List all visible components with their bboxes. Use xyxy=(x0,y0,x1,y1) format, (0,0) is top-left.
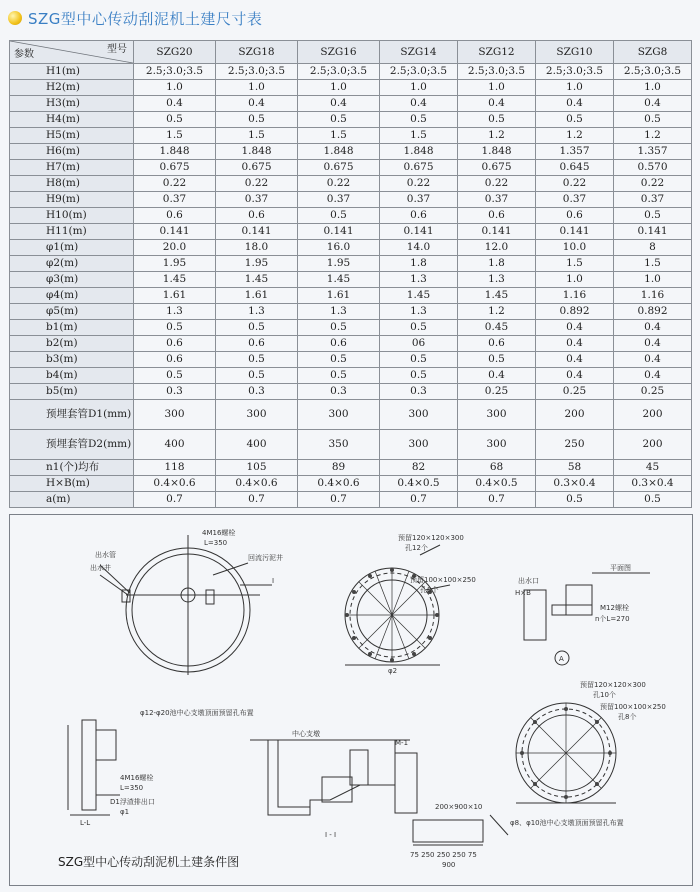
value-cell: 0.45 xyxy=(458,320,536,336)
value-cell: 0.4 xyxy=(380,96,458,112)
table-row xyxy=(10,96,692,112)
value-cell: 1.848 xyxy=(216,144,298,160)
value-cell: 1.45 xyxy=(458,288,536,304)
value-cell: 1.5 xyxy=(134,128,216,144)
value-cell: 0.5 xyxy=(134,320,216,336)
label-hb: H×B xyxy=(515,589,531,597)
value-cell: 0.141 xyxy=(614,224,692,240)
label-center-pier: 中心支墩 xyxy=(292,730,320,738)
label-scum-outlet: D1浮渣排出口 xyxy=(110,798,155,806)
value-cell: 0.5 xyxy=(614,208,692,224)
value-cell: 200 xyxy=(614,400,692,430)
param-cell: b3(m) xyxy=(10,352,134,368)
value-cell: 0.3×0.4 xyxy=(614,476,692,492)
table-row xyxy=(10,288,692,304)
label-m1: M-1 xyxy=(395,739,409,747)
value-cell: 0.6 xyxy=(380,208,458,224)
label-section-mark: I xyxy=(272,577,275,585)
table-row xyxy=(10,430,692,460)
value-cell: 1.2 xyxy=(614,128,692,144)
value-cell: 0.675 xyxy=(216,160,298,176)
spec-table-body xyxy=(10,64,692,508)
label-plan-view: 平面图 xyxy=(610,564,631,572)
value-cell: 0.141 xyxy=(380,224,458,240)
value-cell: 1.95 xyxy=(298,256,380,272)
model-header: SZG8 xyxy=(614,41,692,64)
model-header: SZG10 xyxy=(536,41,614,64)
param-cell: H×B(m) xyxy=(10,476,134,492)
value-cell: 0.37 xyxy=(536,192,614,208)
drawing-panel xyxy=(9,514,693,886)
value-cell: 1.45 xyxy=(298,272,380,288)
value-cell: 1.5 xyxy=(614,256,692,272)
value-cell: 0.3 xyxy=(298,384,380,400)
value-cell: 0.5 xyxy=(380,320,458,336)
value-cell: 1.8 xyxy=(380,256,458,272)
param-cell: H2(m) xyxy=(10,80,134,96)
value-cell: 0.570 xyxy=(614,160,692,176)
header-row xyxy=(10,41,692,64)
value-cell: 0.141 xyxy=(458,224,536,240)
value-cell: 0.141 xyxy=(216,224,298,240)
value-cell: 300 xyxy=(380,430,458,460)
label-reserve2: 预留100×100×250 xyxy=(410,576,476,584)
value-cell: 2.5;3.0;3.5 xyxy=(536,64,614,80)
value-cell: 0.5 xyxy=(380,352,458,368)
table-row xyxy=(10,144,692,160)
value-cell: 0.3 xyxy=(216,384,298,400)
value-cell: 0.4×0.5 xyxy=(380,476,458,492)
value-cell: 0.3×0.4 xyxy=(536,476,614,492)
value-cell: 45 xyxy=(614,460,692,476)
label-bolt-bottom-len: L=350 xyxy=(120,784,144,792)
table-row xyxy=(10,476,692,492)
value-cell: 0.7 xyxy=(380,492,458,508)
param-cell: n1(个)均布 xyxy=(10,460,134,476)
spec-table xyxy=(9,40,692,508)
model-header: SZG18 xyxy=(216,41,298,64)
value-cell: 0.6 xyxy=(134,352,216,368)
value-cell: 250 xyxy=(536,430,614,460)
value-cell: 0.6 xyxy=(458,336,536,352)
value-cell: 2.5;3.0;3.5 xyxy=(458,64,536,80)
value-cell: 1.45 xyxy=(216,272,298,288)
label-ii-mark: I - I xyxy=(325,831,337,839)
model-header: SZG20 xyxy=(134,41,216,64)
value-cell: 300 xyxy=(216,400,298,430)
param-cell: H10(m) xyxy=(10,208,134,224)
value-cell: 18.0 xyxy=(216,240,298,256)
value-cell: 0.4 xyxy=(216,96,298,112)
value-cell: 20.0 xyxy=(134,240,216,256)
table-row xyxy=(10,240,692,256)
label-phi1: φ1 xyxy=(120,808,130,816)
table-row xyxy=(10,128,692,144)
value-cell: 0.675 xyxy=(134,160,216,176)
value-cell: 0.22 xyxy=(458,176,536,192)
param-cell: H7(m) xyxy=(10,160,134,176)
value-cell: 1.3 xyxy=(380,304,458,320)
label-reserve1: 预留120×120×300 xyxy=(398,534,464,542)
value-cell: 1.848 xyxy=(458,144,536,160)
corner-model-label: 型号 xyxy=(107,44,127,55)
param-cell: 预埋套管D2(mm) xyxy=(10,430,134,460)
value-cell: 400 xyxy=(134,430,216,460)
value-cell: 400 xyxy=(216,430,298,460)
value-cell: 1.357 xyxy=(614,144,692,160)
value-cell: 118 xyxy=(134,460,216,476)
value-cell: 1.3 xyxy=(458,272,536,288)
value-cell: 1.0 xyxy=(536,272,614,288)
value-cell: 0.3 xyxy=(380,384,458,400)
label-dims: 200×900×10 xyxy=(435,803,483,811)
value-cell: 300 xyxy=(458,430,536,460)
value-cell: 0.4 xyxy=(536,96,614,112)
value-cell: 0.141 xyxy=(298,224,380,240)
table-row xyxy=(10,224,692,240)
value-cell: 1.61 xyxy=(216,288,298,304)
value-cell: 0.4 xyxy=(536,368,614,384)
value-cell: 1.61 xyxy=(298,288,380,304)
value-cell: 0.5 xyxy=(216,368,298,384)
value-cell: 1.5 xyxy=(536,256,614,272)
value-cell: 0.5 xyxy=(298,208,380,224)
value-cell: 1.0 xyxy=(458,80,536,96)
table-row xyxy=(10,352,692,368)
value-cell: 0.22 xyxy=(134,176,216,192)
table-row xyxy=(10,336,692,352)
value-cell: 68 xyxy=(458,460,536,476)
value-cell: 0.4 xyxy=(536,320,614,336)
value-cell: 1.45 xyxy=(380,288,458,304)
table-row xyxy=(10,80,692,96)
value-cell: 58 xyxy=(536,460,614,476)
label-reserve3-n: 孔10个 xyxy=(593,691,616,699)
value-cell: 0.5 xyxy=(380,112,458,128)
value-cell: 0.5 xyxy=(134,112,216,128)
value-cell: 1.16 xyxy=(536,288,614,304)
value-cell: 0.37 xyxy=(380,192,458,208)
value-cell: 2.5;3.0;3.5 xyxy=(216,64,298,80)
value-cell: 1.95 xyxy=(216,256,298,272)
param-cell: 预埋套管D1(mm) xyxy=(10,400,134,430)
label-reserve2-n: 孔8个 xyxy=(420,586,439,594)
value-cell: 1.5 xyxy=(216,128,298,144)
value-cell: 0.22 xyxy=(216,176,298,192)
param-cell: H3(m) xyxy=(10,96,134,112)
table-row xyxy=(10,112,692,128)
label-ll-mark: L-L xyxy=(80,819,91,827)
value-cell: 350 xyxy=(298,430,380,460)
label-return-well: 回流污泥井 xyxy=(248,554,283,562)
value-cell: 0.141 xyxy=(134,224,216,240)
label-reserve4-n: 孔8个 xyxy=(618,713,637,721)
label-bolt-bottom: 4M16螺栓 xyxy=(120,774,154,782)
table-row xyxy=(10,384,692,400)
value-cell: 0.5 xyxy=(298,352,380,368)
value-cell: 82 xyxy=(380,460,458,476)
label-detail-a: A xyxy=(559,655,564,663)
value-cell: 300 xyxy=(380,400,458,430)
label-pier-caption-1: φ12-φ20池中心支墩顶面预留孔布置 xyxy=(140,709,254,717)
value-cell: 06 xyxy=(380,336,458,352)
value-cell: 1.848 xyxy=(380,144,458,160)
value-cell: 0.4 xyxy=(458,96,536,112)
value-cell: 0.4×0.6 xyxy=(216,476,298,492)
table-row xyxy=(10,320,692,336)
value-cell: 1.3 xyxy=(380,272,458,288)
value-cell: 16.0 xyxy=(298,240,380,256)
label-bolt-top: 4M16螺栓 xyxy=(202,529,236,537)
value-cell: 1.848 xyxy=(298,144,380,160)
table-row xyxy=(10,400,692,430)
value-cell: 1.3 xyxy=(134,304,216,320)
value-cell: 0.25 xyxy=(614,384,692,400)
param-cell: φ4(m) xyxy=(10,288,134,304)
value-cell: 0.5 xyxy=(216,352,298,368)
value-cell: 1.3 xyxy=(298,304,380,320)
value-cell: 0.5 xyxy=(614,492,692,508)
param-cell: H6(m) xyxy=(10,144,134,160)
value-cell: 0.5 xyxy=(298,320,380,336)
value-cell: 0.37 xyxy=(614,192,692,208)
value-cell: 0.37 xyxy=(298,192,380,208)
value-cell: 1.0 xyxy=(298,80,380,96)
value-cell: 2.5;3.0;3.5 xyxy=(380,64,458,80)
label-bolt-m12: M12螺栓 xyxy=(600,604,629,612)
value-cell: 0.7 xyxy=(458,492,536,508)
param-cell: φ2(m) xyxy=(10,256,134,272)
value-cell: 0.6 xyxy=(216,208,298,224)
label-reserve4: 预留100×100×250 xyxy=(600,703,666,711)
value-cell: 12.0 xyxy=(458,240,536,256)
bullet-icon xyxy=(8,11,22,25)
label-phi2: φ2 xyxy=(388,667,398,675)
value-cell: 200 xyxy=(536,400,614,430)
construction-drawing xyxy=(10,515,692,885)
value-cell: 0.6 xyxy=(298,336,380,352)
table-row xyxy=(10,256,692,272)
value-cell: 1.0 xyxy=(614,272,692,288)
value-cell: 1.2 xyxy=(536,128,614,144)
value-cell: 0.5 xyxy=(216,112,298,128)
table-row xyxy=(10,192,692,208)
value-cell: 1.2 xyxy=(458,128,536,144)
value-cell: 0.7 xyxy=(298,492,380,508)
value-cell: 0.5 xyxy=(458,112,536,128)
corner-param-label: 参数 xyxy=(14,49,34,60)
value-cell: 0.4×0.6 xyxy=(134,476,216,492)
value-cell: 0.5 xyxy=(216,320,298,336)
value-cell: 200 xyxy=(614,430,692,460)
value-cell: 0.675 xyxy=(380,160,458,176)
table-row xyxy=(10,304,692,320)
value-cell: 0.4 xyxy=(536,336,614,352)
value-cell: 2.5;3.0;3.5 xyxy=(614,64,692,80)
table-row xyxy=(10,160,692,176)
value-cell: 0.675 xyxy=(298,160,380,176)
value-cell: 0.4 xyxy=(134,96,216,112)
param-cell: H4(m) xyxy=(10,112,134,128)
value-cell: 0.4 xyxy=(614,96,692,112)
value-cell: 0.7 xyxy=(134,492,216,508)
param-cell: H5(m) xyxy=(10,128,134,144)
model-header: SZG14 xyxy=(380,41,458,64)
value-cell: 0.892 xyxy=(614,304,692,320)
value-cell: 0.37 xyxy=(458,192,536,208)
value-cell: 8 xyxy=(614,240,692,256)
value-cell: 1.5 xyxy=(298,128,380,144)
value-cell: 1.95 xyxy=(134,256,216,272)
value-cell: 0.5 xyxy=(536,112,614,128)
page-title: SZG型中心传动刮泥机土建尺寸表 xyxy=(28,9,263,28)
value-cell: 1.357 xyxy=(536,144,614,160)
label-reserve3: 预留120×120×300 xyxy=(580,681,646,689)
value-cell: 0.22 xyxy=(298,176,380,192)
value-cell: 0.6 xyxy=(134,336,216,352)
param-cell: H1(m) xyxy=(10,64,134,80)
label-outlet-port: 出水口 xyxy=(518,577,539,585)
value-cell: 1.0 xyxy=(380,80,458,96)
value-cell: 1.3 xyxy=(216,304,298,320)
table-row xyxy=(10,492,692,508)
label-outlet-well: 出水井 xyxy=(90,564,111,572)
label-bottom-total: 900 xyxy=(442,861,456,869)
value-cell: 0.6 xyxy=(216,336,298,352)
param-cell: H9(m) xyxy=(10,192,134,208)
param-cell: a(m) xyxy=(10,492,134,508)
value-cell: 1.61 xyxy=(134,288,216,304)
value-cell: 0.4×0.5 xyxy=(458,476,536,492)
label-pier-caption-2: φ8、φ10池中心支墩顶面预留孔布置 xyxy=(510,819,624,827)
value-cell: 1.5 xyxy=(380,128,458,144)
model-header: SZG12 xyxy=(458,41,536,64)
value-cell: 1.8 xyxy=(458,256,536,272)
value-cell: 1.0 xyxy=(216,80,298,96)
table-row xyxy=(10,64,692,80)
param-cell: φ5(m) xyxy=(10,304,134,320)
value-cell: 0.645 xyxy=(536,160,614,176)
param-cell: b4(m) xyxy=(10,368,134,384)
value-cell: 0.5 xyxy=(380,368,458,384)
value-cell: 1.0 xyxy=(134,80,216,96)
value-cell: 0.4 xyxy=(298,96,380,112)
value-cell: 0.141 xyxy=(536,224,614,240)
model-header: SZG16 xyxy=(298,41,380,64)
value-cell: 2.5;3.0;3.5 xyxy=(134,64,216,80)
value-cell: 0.5 xyxy=(614,112,692,128)
value-cell: 0.4 xyxy=(614,336,692,352)
value-cell: 0.3 xyxy=(134,384,216,400)
value-cell: 0.6 xyxy=(536,208,614,224)
value-cell: 89 xyxy=(298,460,380,476)
table-row xyxy=(10,272,692,288)
value-cell: 0.5 xyxy=(536,492,614,508)
value-cell: 2.5;3.0;3.5 xyxy=(298,64,380,80)
label-bottom-dims: 75 250 250 250 75 xyxy=(410,851,477,859)
value-cell: 0.25 xyxy=(536,384,614,400)
corner-cell xyxy=(10,41,134,64)
value-cell: 0.5 xyxy=(298,112,380,128)
param-cell: H11(m) xyxy=(10,224,134,240)
value-cell: 0.37 xyxy=(134,192,216,208)
title-row xyxy=(8,6,262,30)
table-row xyxy=(10,460,692,476)
table-row xyxy=(10,208,692,224)
value-cell: 0.4×0.6 xyxy=(298,476,380,492)
value-cell: 0.4 xyxy=(536,352,614,368)
value-cell: 1.2 xyxy=(458,304,536,320)
value-cell: 0.25 xyxy=(458,384,536,400)
value-cell: 0.4 xyxy=(614,368,692,384)
value-cell: 300 xyxy=(134,400,216,430)
value-cell: 14.0 xyxy=(380,240,458,256)
param-cell: φ1(m) xyxy=(10,240,134,256)
value-cell: 0.5 xyxy=(134,368,216,384)
drawing-caption: SZG型中心传动刮泥机土建条件图 xyxy=(58,855,240,869)
param-cell: b5(m) xyxy=(10,384,134,400)
value-cell: 1.0 xyxy=(536,80,614,96)
value-cell: 0.4 xyxy=(458,368,536,384)
value-cell: 1.45 xyxy=(134,272,216,288)
value-cell: 0.22 xyxy=(536,176,614,192)
param-cell: b2(m) xyxy=(10,336,134,352)
value-cell: 0.22 xyxy=(614,176,692,192)
value-cell: 300 xyxy=(298,400,380,430)
value-cell: 1.16 xyxy=(614,288,692,304)
value-cell: 0.5 xyxy=(458,352,536,368)
table-row xyxy=(10,368,692,384)
value-cell: 0.4 xyxy=(614,320,692,336)
label-bolt-top-len: L=350 xyxy=(204,539,228,547)
value-cell: 10.0 xyxy=(536,240,614,256)
value-cell: 300 xyxy=(458,400,536,430)
value-cell: 0.37 xyxy=(216,192,298,208)
value-cell: 0.7 xyxy=(216,492,298,508)
table-row xyxy=(10,176,692,192)
value-cell: 0.675 xyxy=(458,160,536,176)
param-cell: b1(m) xyxy=(10,320,134,336)
value-cell: 0.22 xyxy=(380,176,458,192)
param-cell: φ3(m) xyxy=(10,272,134,288)
value-cell: 1.848 xyxy=(134,144,216,160)
param-cell: H8(m) xyxy=(10,176,134,192)
value-cell: 0.6 xyxy=(134,208,216,224)
label-bolt-m12-n: n个L=270 xyxy=(595,615,630,623)
value-cell: 0.892 xyxy=(536,304,614,320)
value-cell: 0.6 xyxy=(458,208,536,224)
label-reserve1-n: 孔12个 xyxy=(405,544,428,552)
value-cell: 0.5 xyxy=(298,368,380,384)
value-cell: 0.4 xyxy=(614,352,692,368)
label-outlet-pipe: 出水管 xyxy=(95,551,116,559)
value-cell: 1.0 xyxy=(614,80,692,96)
value-cell: 105 xyxy=(216,460,298,476)
